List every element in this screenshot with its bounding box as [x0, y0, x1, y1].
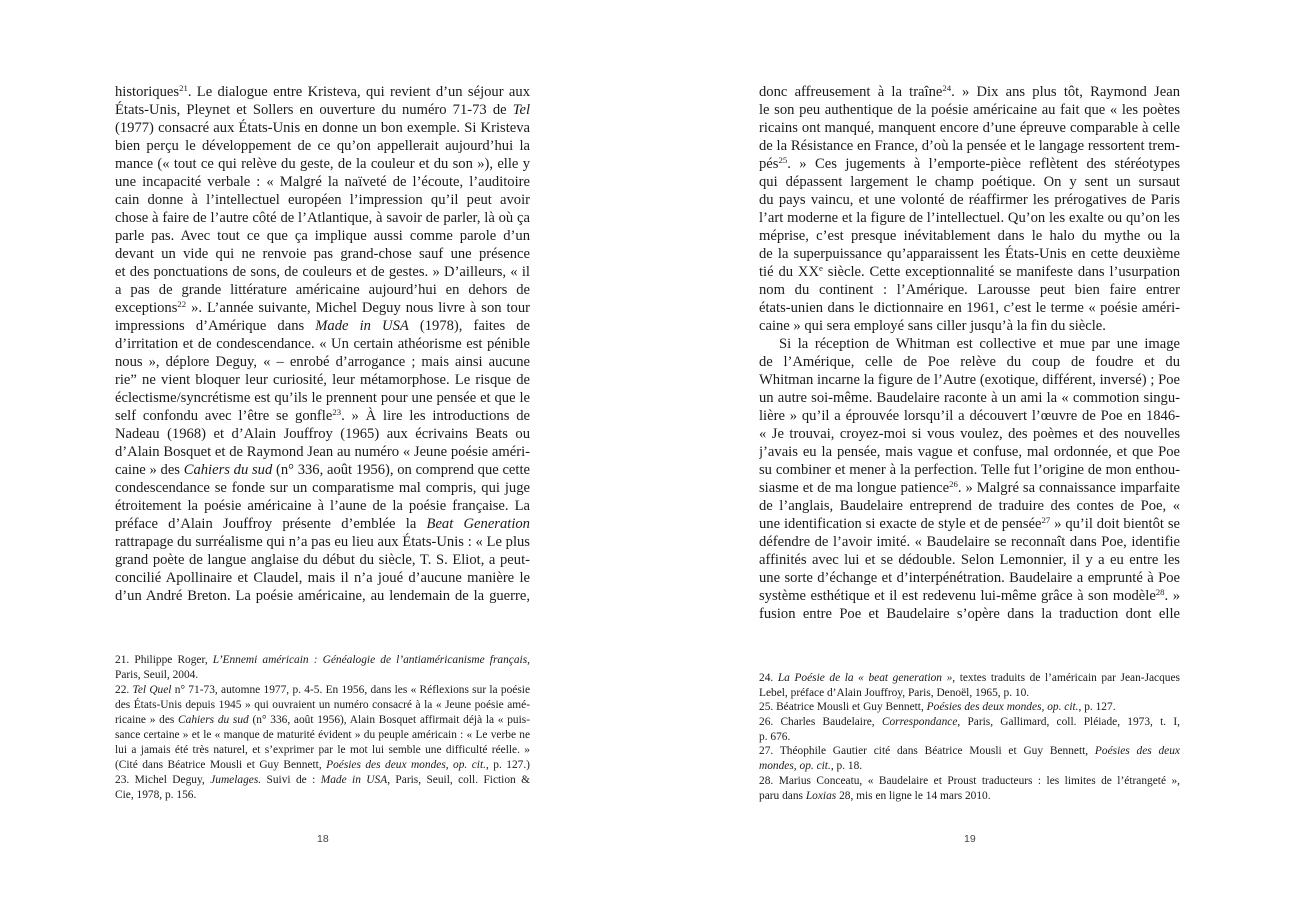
italic-title: Poésies des deux mondes, op. cit.: [326, 759, 486, 771]
footnote-line: [115, 758, 530, 773]
text-run: j’avais eu la pensée, mais vague et confuse, mal ordonnée, et que Poe: [759, 444, 1180, 460]
text-line: [115, 227, 530, 245]
italic-title: Correspondance: [881, 716, 958, 729]
text-run: ricains ont manqué, manquent encore d’une épreuve comparable à celle: [759, 120, 1180, 136]
text-line: [759, 227, 1180, 245]
footnote-line: [759, 759, 1180, 774]
body-text: [759, 83, 1180, 623]
text-run: . » À lire les introductions de: [341, 408, 530, 424]
text-line: [115, 245, 530, 263]
text-run: concilié Apollinaire et Claudel, mais il n’a joué d’aucune manière le: [115, 570, 530, 586]
text-line: [759, 137, 1180, 155]
text-line: [115, 191, 530, 209]
text-run: self confondu avec l’être se gonfle: [115, 408, 333, 424]
text-run: condescendance se fonde sur un comparatisme mal compris, qui juge: [115, 480, 530, 496]
text-line: [759, 263, 1180, 281]
text-line: [115, 461, 530, 479]
italic-title: Loxias: [805, 789, 837, 802]
text-run: du pays vaincu, et une volonté de réaffirmer les prérogatives de Paris: [759, 192, 1180, 208]
footnote-line: [759, 730, 1180, 745]
text-run: éclectisme/syncrétisme est qu’ils le prennent pour une pensée et que le: [115, 390, 530, 406]
text-line: [115, 83, 530, 101]
text-run: siasme et de ma longue patience: [759, 480, 950, 496]
text-run: ricaine » des: [115, 714, 179, 726]
text-line: [759, 533, 1180, 551]
footnote-ref: 24: [942, 83, 952, 94]
text-run: des États-Unis depuis 1945 » qui ouvraient un numéro consacré à la « Jeune poésie amé-: [115, 699, 530, 711]
text-run: 25. Béatrice Mousli et Guy Bennett,: [759, 701, 927, 714]
text-line: [115, 353, 530, 371]
text-run: 22.: [115, 684, 133, 696]
text-run: , Paris, Gallimard, coll. Pléiade, 1973, t. I,: [957, 716, 1180, 729]
footnote-ref: e: [819, 263, 823, 274]
text-line: [115, 299, 530, 317]
text-line: [115, 587, 530, 605]
text-run: . » Malgré sa connaissance imparfaite: [957, 480, 1180, 496]
text-run: Lebel, préface d’Alain Jouffroy, Paris, Denoël, 1965, p. 10.: [759, 686, 1030, 699]
text-run: paru dans: [759, 789, 806, 802]
text-line: [115, 101, 530, 119]
text-run: chose à faire de l’autre côté de l’Atlantique, à savoir de parler, là où ça: [115, 210, 530, 226]
text-run: lui a jamais été très naturel, et s’exprimer par le mot lui semble une difficulté réelle. »: [115, 744, 530, 756]
text-line: [759, 119, 1180, 137]
text-run: ,: [527, 654, 530, 666]
text-line: [759, 317, 1180, 335]
text-run: mance (« tout ce qui relève du geste, de la couleur et du son »), elle y: [115, 156, 530, 172]
text-run: une sorte d’échange et d’interpénétration. Baudelaire a emprunté à Poe: [759, 570, 1180, 586]
text-line: [115, 371, 530, 389]
italic-title: Made in USA: [320, 774, 388, 786]
text-run: siècle. Cette exceptionnalité se manifeste dans l’usurpation: [827, 264, 1180, 280]
text-run: 26. Charles Baudelaire,: [759, 716, 882, 729]
footnote-line: [115, 713, 530, 728]
text-line: [759, 281, 1180, 299]
text-line: [759, 299, 1180, 317]
footnote-line: [115, 773, 530, 788]
text-run: « Je trouvai, croyez-moi si vous voulez, des poèmes et des nouvelles: [759, 426, 1180, 442]
text-run: 28. Marius Conceatu, « Baudelaire et Proust traducteurs : les limites de l’étrangeté »,: [759, 774, 1180, 787]
text-line: [115, 173, 530, 191]
text-run: donc affreusement à la traîne: [759, 84, 943, 100]
text-run: . Le dialogue entre Kristeva, qui revient d’un séjour aux: [187, 84, 530, 100]
text-line: [759, 443, 1180, 461]
text-run: . » Ces jugements à l’emporte-pièce reflètent des stéréotypes: [787, 156, 1180, 172]
footnote-ref: 23: [332, 407, 342, 418]
text-run: rie” ne vient bloquer leur curiosité, leur métamorphose. Le risque de: [115, 372, 530, 388]
text-line: [115, 551, 530, 569]
text-line: [759, 425, 1180, 443]
text-run: (n° 336, août 1956), Alain Bosquet affirmait déjà la « puis-: [248, 714, 530, 726]
footnote-ref: 21: [179, 83, 188, 94]
text-line: [759, 101, 1180, 119]
text-line: [759, 497, 1180, 515]
page-number: 18: [317, 833, 329, 845]
text-run: le son peu authentique de la poésie américaine au fait que « les poètes: [759, 102, 1180, 118]
italic-title: Poésies des deux mondes, op. cit.: [926, 701, 1079, 714]
footnote-line: [759, 774, 1180, 789]
text-run: grand poète de langue anglaise du début du siècle, T. S. Eliot, a peut-: [115, 552, 530, 568]
footnotes: [115, 653, 530, 803]
text-run: l’art moderne et la figure de l’intellectuel. Qu’on les exalte ou qu’on les: [759, 210, 1180, 226]
footnote-line: [759, 671, 1180, 686]
text-line: [115, 515, 530, 533]
text-run: , p. 127.: [1078, 701, 1116, 714]
text-run: système esthétique et il est redevenu lui-même grâce à son modèle: [759, 588, 1156, 604]
text-run: étroitement la poésie américaine à l’aune de la poésie française. La: [115, 498, 530, 514]
footnotes: [759, 671, 1180, 803]
text-run: bien perçu le développement de ce qu’on appellerait aujourd’hui la: [115, 138, 530, 154]
text-run: (1978), faites de: [419, 318, 530, 334]
text-line: [115, 155, 530, 173]
text-run: , textes traduits de l’américain par Jean-Jacques: [952, 672, 1180, 684]
text-line: [115, 317, 530, 335]
text-run: su combiner et mener à la perfection. Telle fut l’origine de mon enthou-: [759, 462, 1180, 478]
text-line: [759, 173, 1180, 191]
text-run: sance certaine » et le « manque de maturité évident » du peuple américain : « Le verbe ne: [115, 729, 530, 741]
page-number: 19: [964, 833, 976, 845]
footnote-line: [115, 698, 530, 713]
footnote-line: [115, 788, 530, 803]
text-run: p. 676.: [759, 730, 791, 743]
footnote-ref: 26: [949, 479, 958, 490]
text-line: [759, 389, 1180, 407]
text-run: 24.: [759, 672, 778, 684]
text-line: [759, 371, 1180, 389]
text-run: une incapacité verbale : « Malgré la naïveté de l’écoute, l’auditoire: [115, 174, 530, 190]
text-line: [759, 245, 1180, 263]
italic-title: La Poésie de la « beat generation »: [777, 672, 953, 684]
footnote-ref: 25: [778, 155, 788, 166]
text-run: 27. Théophile Gautier cité dans Béatrice Mousli et Guy Bennett,: [759, 745, 1095, 758]
text-run: affinités avec lui et se dédouble. Selon Lemonnier, il y a eu entre les: [759, 552, 1180, 568]
text-line: [115, 281, 530, 299]
text-run: , p. 127.): [485, 759, 530, 771]
text-run: historiques: [115, 84, 180, 100]
text-line: [759, 353, 1180, 371]
text-line: [759, 209, 1180, 227]
text-run: devant un vide qui ne renvoie pas grand-chose sauf une présence: [115, 246, 530, 262]
text-run: (Cité dans Béatrice Mousli et Guy Bennett,: [115, 759, 327, 771]
text-run: caine » des: [115, 462, 184, 478]
footnote-line: [759, 789, 1180, 804]
text-line: [115, 497, 530, 515]
text-line: [759, 407, 1180, 425]
text-run: , Paris, Seuil, coll. Fiction &: [387, 774, 530, 786]
text-run: de l’Amérique, celle de Poe relève du coup de foudre et du: [759, 354, 1180, 370]
footnote-ref: 28: [1155, 587, 1165, 598]
italic-title: Cahiers du sud: [178, 714, 249, 726]
text-line: [115, 425, 530, 443]
footnote-ref: 22: [177, 299, 187, 310]
italic-title: Poésies des deux: [1094, 745, 1180, 758]
text-run: n° 71-73, automne 1977, p. 4-5. En 1956, dans les « Réflexions sur la poésie: [171, 684, 530, 696]
text-line: [115, 119, 530, 137]
text-run: tié du XX: [759, 264, 820, 280]
text-run: Suivi de :: [261, 774, 321, 786]
text-line: [115, 137, 530, 155]
text-run: États-Unis, Pleynet et Sollers en ouverture du numéro 71-73 de: [115, 102, 513, 118]
text-run: ». L’année suivante, Michel Deguy nous livre à son tour: [191, 300, 530, 316]
text-run: qui dépassent largement le champ poétique. On y sent un sursaut: [759, 174, 1180, 190]
text-run: caine » qui sera employé sans ciller jusqu’à la fin du siècle.: [759, 318, 1106, 334]
italic-title: Jumelages.: [210, 774, 262, 786]
footnote-line: [115, 683, 530, 698]
footnote-line: [115, 653, 530, 668]
text-run: pés: [759, 156, 779, 172]
footnote-line: [759, 715, 1180, 730]
text-line: [115, 569, 530, 587]
page-left: [0, 0, 646, 913]
text-run: impressions d’Amérique dans: [115, 318, 316, 334]
text-run: Paris, Seuil, 2004.: [115, 669, 199, 681]
footnote-line: [759, 744, 1180, 759]
text-run: cain donne à l’intellectuel européen l’impression qu’il peut avoir: [115, 192, 530, 208]
text-run: Si la réception de Whitman est collective et mue par une image: [779, 336, 1180, 352]
footnote-line: [115, 728, 530, 743]
text-run: 23. Michel Deguy,: [115, 774, 211, 786]
text-line: [759, 551, 1180, 569]
text-run: a pas de grande littérature américaine aujourd’hui en dehors de: [115, 282, 530, 298]
text-line: [759, 605, 1180, 623]
text-run: 21. Philippe Roger,: [115, 654, 213, 666]
text-run: d’Alain Bosquet et de Raymond Jean au numéro « Jeune poésie améri-: [115, 444, 530, 460]
text-run: (n° 336, août 1956), on comprend que cette: [272, 462, 530, 478]
text-run: de la Résistance en France, d’où la pensée et le langage ressortent trem-: [759, 138, 1180, 154]
footnote-line: [759, 686, 1180, 701]
text-run: parle pas. Avec tout ce que ça implique aussi comme parole d’un: [115, 228, 530, 244]
text-run: et des ponctuations de sons, de couleurs et de gestes. » D’ailleurs, « il: [115, 264, 530, 280]
body-text: [115, 83, 530, 605]
text-line: [115, 263, 530, 281]
text-run: défendre de l’avoir imité. « Baudelaire se reconnaît dans Poe, identifie: [759, 534, 1180, 550]
text-run: lière » qu’il a éprouvée lorsqu’il a découvert l’œuvre de Poe en 1846-: [759, 408, 1180, 424]
text-line: [115, 533, 530, 551]
text-run: nous », déplore Deguy, « – enrobé d’arrogance ; mais ainsi aucune: [115, 354, 530, 370]
text-line: [115, 407, 530, 425]
text-run: une identification si exacte de style et de pensée: [759, 516, 1042, 532]
text-line: [759, 479, 1180, 497]
text-line: [759, 569, 1180, 587]
italic-title: mondes, op. cit.: [759, 760, 831, 773]
text-run: un autre soi-même. Baudelaire raconte à un ami la « commotion singu-: [759, 390, 1180, 406]
text-run: états-unien dans le dictionnaire en 1961, c’est le terme « poésie améri-: [759, 300, 1180, 316]
text-run: de la superpuissance qu’apparaissent les États-Unis en cette deuxième: [759, 246, 1180, 262]
text-line: [759, 191, 1180, 209]
text-run: fusion entre Poe et Baudelaire s’opère dans la traduction dont elle: [759, 606, 1180, 622]
text-line: [759, 155, 1180, 173]
text-line: [115, 479, 530, 497]
text-line: [759, 587, 1180, 605]
text-line: [115, 443, 530, 461]
text-run: . »: [1164, 588, 1180, 604]
text-run: Cie, 1978, p. 156.: [115, 789, 197, 801]
text-line: [759, 83, 1180, 101]
italic-title: L’Ennemi américain : Généalogie de l’antiaméricanisme français: [212, 654, 528, 666]
footnote-line: [759, 700, 1180, 715]
text-run: Nadeau (1968) et d’Alain Jouffroy (1965) aux écrivains Beats ou: [115, 426, 530, 442]
text-line: [759, 461, 1180, 479]
footnote-line: [115, 668, 530, 683]
text-run: d’un André Breton. La poésie américaine, au lendemain de la guerre,: [115, 588, 530, 604]
italic-title: Cahiers du sud: [183, 462, 273, 478]
text-run: exceptions: [115, 300, 178, 316]
text-run: , p. 18.: [830, 760, 863, 773]
footnote-ref: 27: [1041, 515, 1051, 526]
italic-title: Tel Quel: [132, 684, 172, 696]
text-line: [115, 389, 530, 407]
text-line: [759, 515, 1180, 533]
text-line: [759, 335, 1180, 353]
text-run: méprise, c’est presque inévitablement dans le halo du mythe ou la: [759, 228, 1180, 244]
footnote-line: [115, 743, 530, 758]
text-run: » qu’il doit bientôt se: [1050, 516, 1180, 532]
text-run: 28, mis en ligne le 14 mars 2010.: [836, 789, 991, 802]
text-run: (1977) consacré aux États-Unis en donne un bon exemple. Si Kristeva: [115, 120, 530, 136]
text-run: rattrapage du surréalisme qui n’a pas eu lieu aux États-Unis : « Le plus: [115, 534, 530, 550]
italic-title: Beat Generation: [426, 516, 530, 532]
page-right: [646, 0, 1292, 913]
text-run: de l’anglais, Baudelaire entreprend de traduire des contes de Poe, «: [759, 498, 1180, 514]
text-line: [115, 335, 530, 353]
text-run: d’irritation et de condescendance. « Un certain athéorisme est pénible: [115, 336, 530, 352]
italic-title: Tel: [512, 102, 530, 118]
text-run: préface d’Alain Jouffroy présente d’emblée la: [115, 516, 427, 532]
text-line: [115, 209, 530, 227]
text-run: Whitman incarne la figure de l’Autre (exotique, différent, inversé) ; Poe: [759, 372, 1180, 388]
text-run: nom du continent : l’Amérique. Larousse peut bien faire entrer: [759, 282, 1180, 298]
italic-title: Made in USA: [315, 318, 409, 334]
text-run: . » Dix ans plus tôt, Raymond Jean: [951, 84, 1180, 100]
